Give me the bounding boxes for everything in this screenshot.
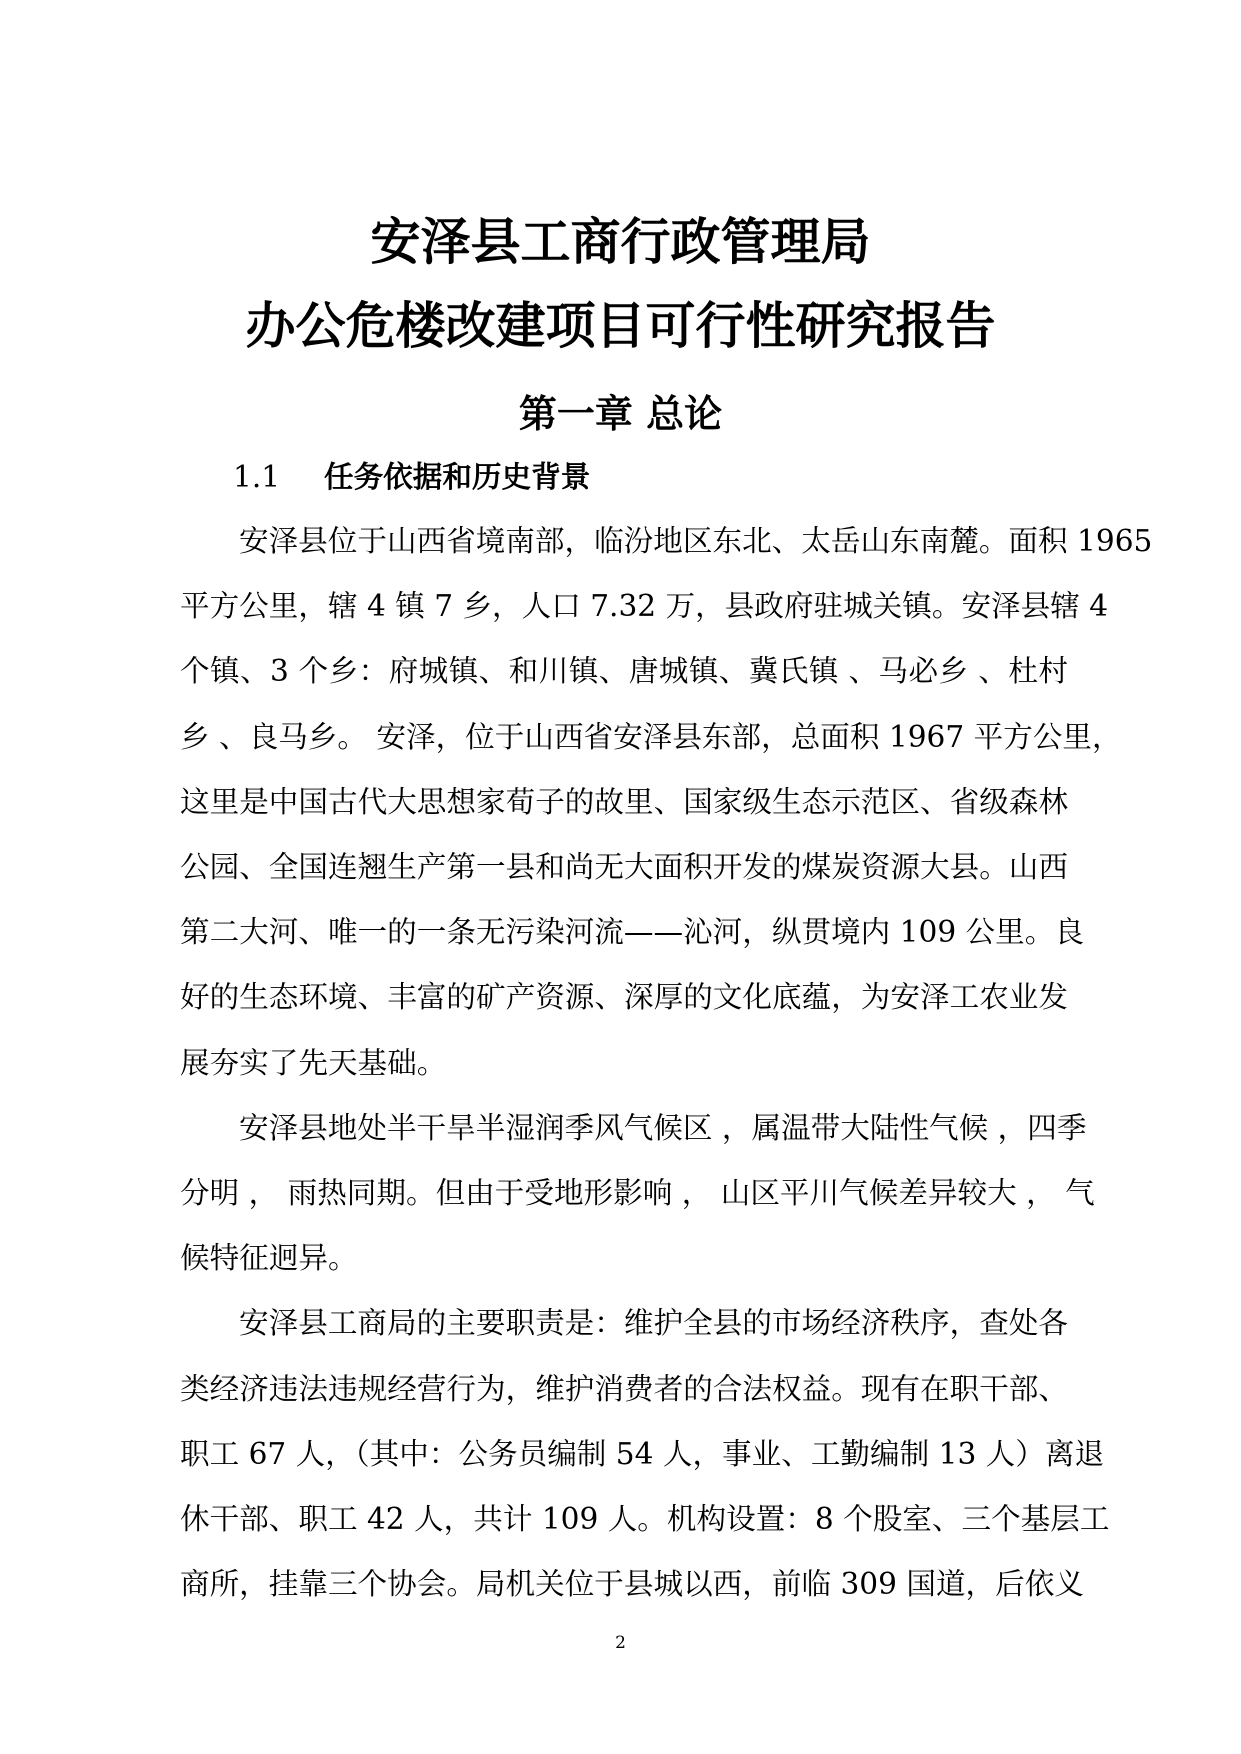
- document-body: [180, 509, 1153, 1617]
- paragraph-line: 类经济违法违规经营行为，维护消费者的合法权益。现有在职干部、: [180, 1371, 1068, 1406]
- title-line: 安泽县工商行政管理局: [370, 212, 871, 271]
- title-line: 办公危楼改建项目可行性研究报告: [245, 296, 996, 355]
- paragraph-line: 候特征迥异。: [180, 1241, 358, 1276]
- paragraph-line: 休干部、职工 42 人，共计 109 人。机构设置：8 个股室、三个基层工: [180, 1502, 1110, 1537]
- section-number: 1.1: [233, 460, 281, 494]
- paragraph-line: 个镇、3 个乡：府城镇、和川镇、唐城镇、冀氏镇 、马必乡 、杜村: [180, 654, 1068, 689]
- paragraph-line: 安泽县位于山西省境南部，临汾地区东北、太岳山东南麓。面积 1965: [239, 524, 1153, 558]
- document-title: [0, 200, 1241, 368]
- section-heading: [0, 447, 1241, 507]
- paragraph-line: 职工 67 人，（其中：公务员编制 54 人，事业、工勤编制 13 人）离退: [180, 1436, 1105, 1471]
- section-title: 任务依据和历史背景: [324, 459, 591, 494]
- paragraph-line: 第二大河、唯一的一条无污染河流——沁河，纵贯境内 109 公里。良: [180, 915, 1084, 950]
- paragraph-line: 安泽县工商局的主要职责是：维护全县的市场经济秩序，查处各: [239, 1306, 1068, 1341]
- page-number: 2: [615, 1633, 626, 1653]
- paragraph-line: 展夯实了先天基础。: [180, 1045, 447, 1080]
- body-paragraph: [180, 1096, 1095, 1292]
- paragraph-line: 分明 ， 雨热同期。但由于受地形影响 ， 山区平川气候差异较大 ， 气: [180, 1176, 1095, 1211]
- paragraph-line: 安泽县地处半干旱半湿润季风气候区 ，属温带大陆性气候 ，四季: [239, 1110, 1087, 1145]
- paragraph-line: 商所，挂靠三个协会。局机关位于县城以西，前临 309 国道，后依义: [180, 1567, 1084, 1602]
- paragraph-line: 公园、全国连翘生产第一县和尚无大面积开发的煤炭资源大县。山西: [180, 850, 1068, 885]
- paragraph-line: 平方公里，辖 4 镇 7 乡，人口 7.32 万，县政府驻城关镇。安泽县辖 4: [180, 589, 1109, 624]
- body-paragraph: [180, 509, 1153, 1096]
- chapter-heading: 第一章 总论: [518, 391, 723, 436]
- paragraph-line: 乡 、良马乡。 安泽，位于山西省安泽县东部，总面积 1967 平方公里，: [180, 719, 1122, 754]
- paragraph-line: 这里是中国古代大思想家荀子的故里、国家级生态示范区、省级森林: [180, 784, 1068, 819]
- paragraph-line: 好的生态环境、丰富的矿产资源、深厚的文化底蕴，为安泽工农业发: [180, 980, 1068, 1015]
- body-paragraph: [180, 1291, 1110, 1617]
